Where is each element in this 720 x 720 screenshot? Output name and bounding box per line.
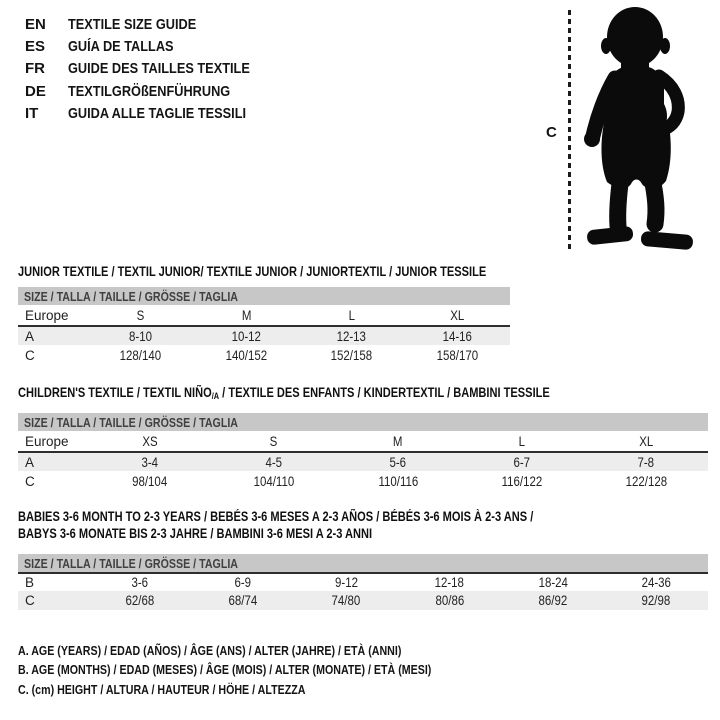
- height-value: 110/116: [378, 473, 418, 489]
- row-label: C: [25, 347, 35, 363]
- height-value: 104/110: [253, 473, 295, 489]
- size-value: M: [241, 307, 252, 323]
- footnote-age-years: A. AGE (YEARS) / EDAD (AÑOS) / ÂGE (ANS) / ALTER (JAHRE) / ETÀ (ANNI): [18, 643, 402, 659]
- table-row-months: [18, 572, 708, 591]
- age-value: 7-8: [637, 454, 655, 470]
- junior-size-table: [18, 287, 510, 365]
- table-header-bar: SIZE / TALLA / TAILLE / GRÖSSE / TAGLIA: [18, 287, 510, 305]
- age-value: 6-7: [513, 454, 531, 470]
- row-label: A: [25, 454, 35, 470]
- size-value: L: [348, 307, 355, 323]
- age-value: 5-6: [389, 454, 407, 470]
- row-label: B: [25, 575, 35, 590]
- section-title-babies: BABIES 3-6 MONTH TO 2-3 YEARS / BEBÉS 3-6 MESES A 2-3 AÑOS / BÉBÉS 3-6 MOIS À 2-3 ANS / BABYS 3-6 MONATE BIS 2-3 JAHRE / BAMBINI 3-6 MESI A 2-3 ANNI: [18, 509, 534, 541]
- height-value: 152/158: [331, 347, 373, 363]
- height-value: 62/68: [125, 593, 155, 608]
- age-value: 12-13: [337, 328, 367, 344]
- footnote-height-cm: C. (cm) HEIGHT / ALTURA / HAUTEUR / HÖHE / ALTEZZA: [18, 681, 306, 697]
- table-row-height: [18, 345, 510, 365]
- months-value: 24-36: [641, 575, 671, 590]
- language-code: ES: [25, 37, 46, 55]
- language-row-de: [25, 80, 282, 102]
- age-value: 10-12: [231, 328, 261, 344]
- months-value: 18-24: [538, 575, 568, 590]
- height-measure-label: C: [546, 124, 557, 141]
- age-value: 8-10: [129, 328, 153, 344]
- section-title-junior: JUNIOR TEXTILE / TEXTIL JUNIOR/ TEXTILE JUNIOR / JUNIORTEXTIL / JUNIOR TESSILE: [18, 264, 487, 279]
- height-value: 116/122: [501, 473, 543, 489]
- months-value: 12-18: [434, 575, 465, 590]
- age-value: 3-4: [141, 454, 159, 470]
- language-code: IT: [25, 104, 39, 122]
- size-value: M: [393, 433, 403, 449]
- language-code: DE: [25, 82, 46, 100]
- row-label: Europe: [25, 433, 69, 449]
- table-row-age: [18, 451, 708, 471]
- height-value: 68/74: [228, 593, 258, 608]
- height-value: 98/104: [132, 473, 168, 489]
- table-header-bar: SIZE / TALLA / TAILLE / GRÖSSE / TAGLIA: [18, 413, 708, 431]
- table-row-age: [18, 325, 510, 345]
- height-value: 128/140: [120, 347, 162, 363]
- size-value: XL: [638, 433, 654, 449]
- language-label: TEXTILGRÖßENFÜHRUNG: [68, 82, 231, 100]
- footnote-age-months: B. AGE (MONTHS) / EDAD (MESES) / ÂGE (MOIS) / ALTER (MONATE) / ETÀ (MESI): [18, 662, 432, 678]
- language-code: FR: [25, 60, 45, 78]
- language-row-es: [25, 35, 282, 57]
- size-value: L: [518, 433, 526, 449]
- row-label: A: [25, 328, 35, 344]
- row-label: Europe: [25, 307, 69, 323]
- size-value: S: [270, 433, 278, 449]
- language-row-en: [25, 13, 282, 35]
- toddler-silhouette-icon: [575, 0, 705, 252]
- table-row-europe: [18, 431, 708, 451]
- language-label: GUIDA ALLE TAGLIE TESSILI: [68, 104, 247, 122]
- language-label: TEXTILE SIZE GUIDE: [68, 15, 197, 33]
- height-measure-line: [568, 10, 571, 252]
- size-value: XL: [450, 307, 465, 323]
- months-value: 6-9: [234, 575, 252, 590]
- months-value: 9-12: [334, 575, 358, 590]
- language-code: EN: [25, 15, 46, 33]
- age-value: 14-16: [442, 328, 472, 344]
- size-value: S: [136, 307, 145, 323]
- table-header-bar: SIZE / TALLA / TAILLE / GRÖSSE / TAGLIA: [18, 554, 708, 572]
- language-label: GUIDE DES TAILLES TEXTILE: [68, 60, 250, 78]
- height-value: 92/98: [641, 593, 671, 608]
- section-title-children: CHILDREN'S TEXTILE / TEXTIL $NIÑO_{/A}$ / TEXTILE DES ENFANTS / KINDERTEXTIL / BAMBINI TESSILE: [18, 385, 550, 401]
- table-row-europe: [18, 305, 510, 325]
- months-value: 3-6: [131, 575, 148, 590]
- table-row-height: [18, 591, 708, 610]
- footnotes: [18, 641, 522, 699]
- language-legend: [25, 13, 282, 124]
- language-label: GUÍA DE TALLAS: [68, 37, 174, 55]
- row-label: C: [25, 593, 35, 608]
- height-value: 122/128: [625, 473, 667, 489]
- row-label: C: [25, 473, 35, 489]
- height-value: 158/170: [436, 347, 478, 363]
- subscript-fragment: /A: [211, 391, 220, 401]
- language-row-it: [25, 102, 282, 124]
- height-value: 74/80: [331, 593, 361, 608]
- height-value: 80/86: [435, 593, 465, 608]
- age-value: 4-5: [265, 454, 283, 470]
- babies-size-table: [18, 554, 708, 610]
- height-value: 86/92: [538, 593, 568, 608]
- size-value: XS: [142, 433, 158, 449]
- children-size-table: [18, 413, 708, 491]
- height-value: 140/152: [225, 347, 267, 363]
- language-row-fr: [25, 58, 282, 80]
- table-row-height: [18, 471, 708, 491]
